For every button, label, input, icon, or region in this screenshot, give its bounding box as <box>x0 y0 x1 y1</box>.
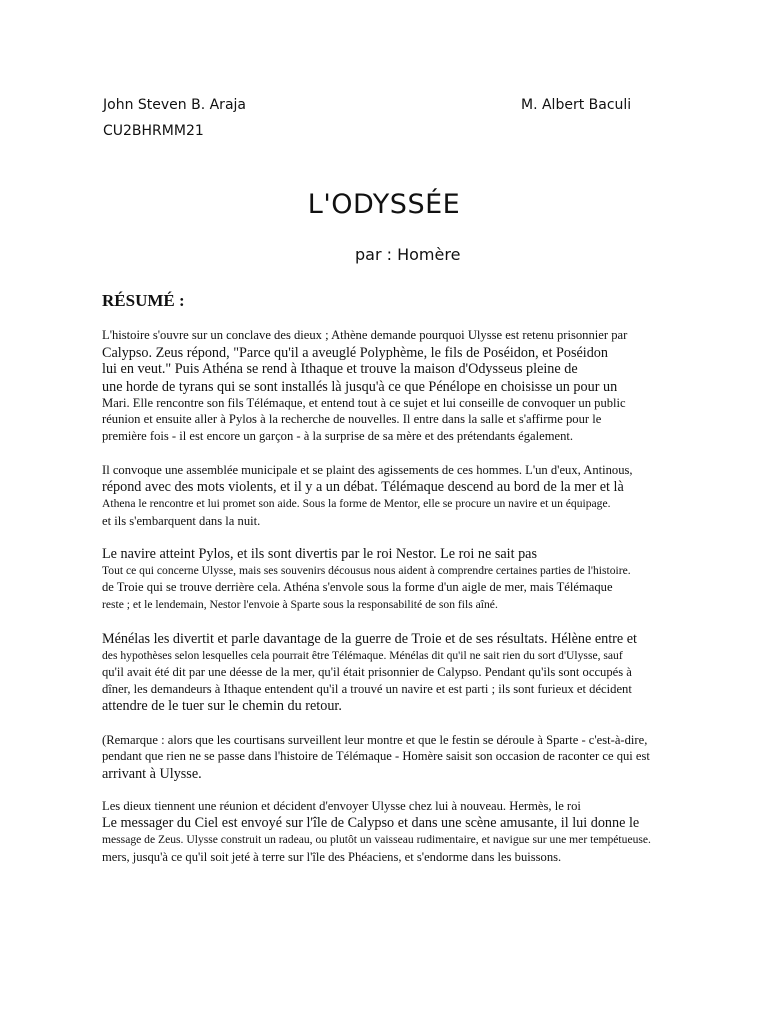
student-name: John Steven B. Araja <box>103 97 246 113</box>
document-title: L'ODYSSÉE <box>307 189 461 220</box>
text-line: qu'il avait été dit par une déesse de la mer, qu'il était prisonnier de Calypso. Pendant qu'ils sont occupés à <box>102 665 632 679</box>
text-line: Les dieux tiennent une réunion et décident d'envoyer Ulysse chez lui à nouveau. Hermès, le roi <box>102 799 581 813</box>
text-line: Il convoque une assemblée municipale et se plaint des agissements de ces hommes. L'un d'eux, Antinous, <box>102 463 633 477</box>
text-line: attendre de le tuer sur le chemin du retour. <box>102 698 342 714</box>
text-line: Ménélas les divertit et parle davantage de la guerre de Troie et de ses résultats. Hélène entre et <box>102 631 637 647</box>
section-heading: RÉSUMÉ : <box>102 291 185 310</box>
text-line: message de Zeus. Ulysse construit un radeau, ou plutôt un vaisseau rudimentaire, et navigue sur une mer tempétueuse. <box>102 833 651 846</box>
text-line: Calypso. Zeus répond, "Parce qu'il a aveuglé Polyphème, le fils de Poséidon, et Poséidon <box>102 345 608 361</box>
text-line: Mari. Elle rencontre son fils Télémaque, et entend tout à ce sujet et lui conseille de convoquer un public <box>102 396 626 410</box>
text-line: Le messager du Ciel est envoyé sur l'île de Calypso et dans une scène amusante, il lui donne le <box>102 815 640 831</box>
author-line: par : Homère <box>355 245 461 264</box>
text-line: une horde de tyrans qui se sont installés là jusqu'à ce que Pénélope en choisisse un pour un <box>102 379 618 395</box>
student-code: CU2BHRMM21 <box>103 123 204 139</box>
text-line: dîner, les demandeurs à Ithaque entendent qu'il a trouvé un navire et est parti ; ils sont furieux et décident <box>102 682 632 696</box>
teacher-name: M. Albert Baculi <box>521 97 632 113</box>
text-line: Tout ce qui concerne Ulysse, mais ses souvenirs décousus nous aident à comprendre certaines parties de l'histoire. <box>102 564 631 577</box>
text-line: de Troie qui se trouve derrière cela. Athéna s'envole sous la forme d'un aigle de mer, mais Télémaque <box>102 580 613 594</box>
text-line: pendant que rien ne se passe dans l'histoire de Télémaque - Homère saisit son occasion de raconter ce qui est <box>102 749 650 763</box>
text-line: répond avec des mots violents, et il y a un débat. Télémaque descend au bord de la mer et là <box>102 479 624 495</box>
text-line: L'histoire s'ouvre sur un conclave des dieux ; Athène demande pourquoi Ulysse est retenu prisonnier par <box>102 328 628 342</box>
text-line: première fois - il est encore un garçon - à la surprise de sa mère et des prétendants également. <box>102 429 574 443</box>
text-line: (Remarque : alors que les courtisans surveillent leur montre et que le festin se déroule à Sparte - c'est-à-dire, <box>102 733 648 747</box>
text-line: arrivant à Ulysse. <box>102 766 202 782</box>
text-line: reste ; et le lendemain, Nestor l'envoie à Sparte sous la responsabilité de son fils aîné. <box>102 598 498 611</box>
text-line: mers, jusqu'à ce qu'il soit jeté à terre sur l'île des Phéaciens, et s'endorme dans les buissons. <box>102 850 562 864</box>
text-line: lui en veut." Puis Athéna se rend à Ithaque et trouve la maison d'Odysseus pleine de <box>102 361 578 377</box>
text-line: réunion et ensuite aller à Pylos à la recherche de nouvelles. Il entre dans la salle et s'affirme pour le <box>102 412 602 426</box>
text-line: Athena le rencontre et lui promet son aide. Sous la forme de Mentor, elle se procure un navire et un équipage. <box>102 497 611 510</box>
text-line: et ils s'embarquent dans la nuit. <box>102 514 261 528</box>
text-line: des hypothèses selon lesquelles cela pourrait être Télémaque. Ménélas dit qu'il ne sait rien du sort d'Ulysse, sauf <box>102 649 623 662</box>
text-line: Le navire atteint Pylos, et ils sont divertis par le roi Nestor. Le roi ne sait pas <box>102 546 537 562</box>
